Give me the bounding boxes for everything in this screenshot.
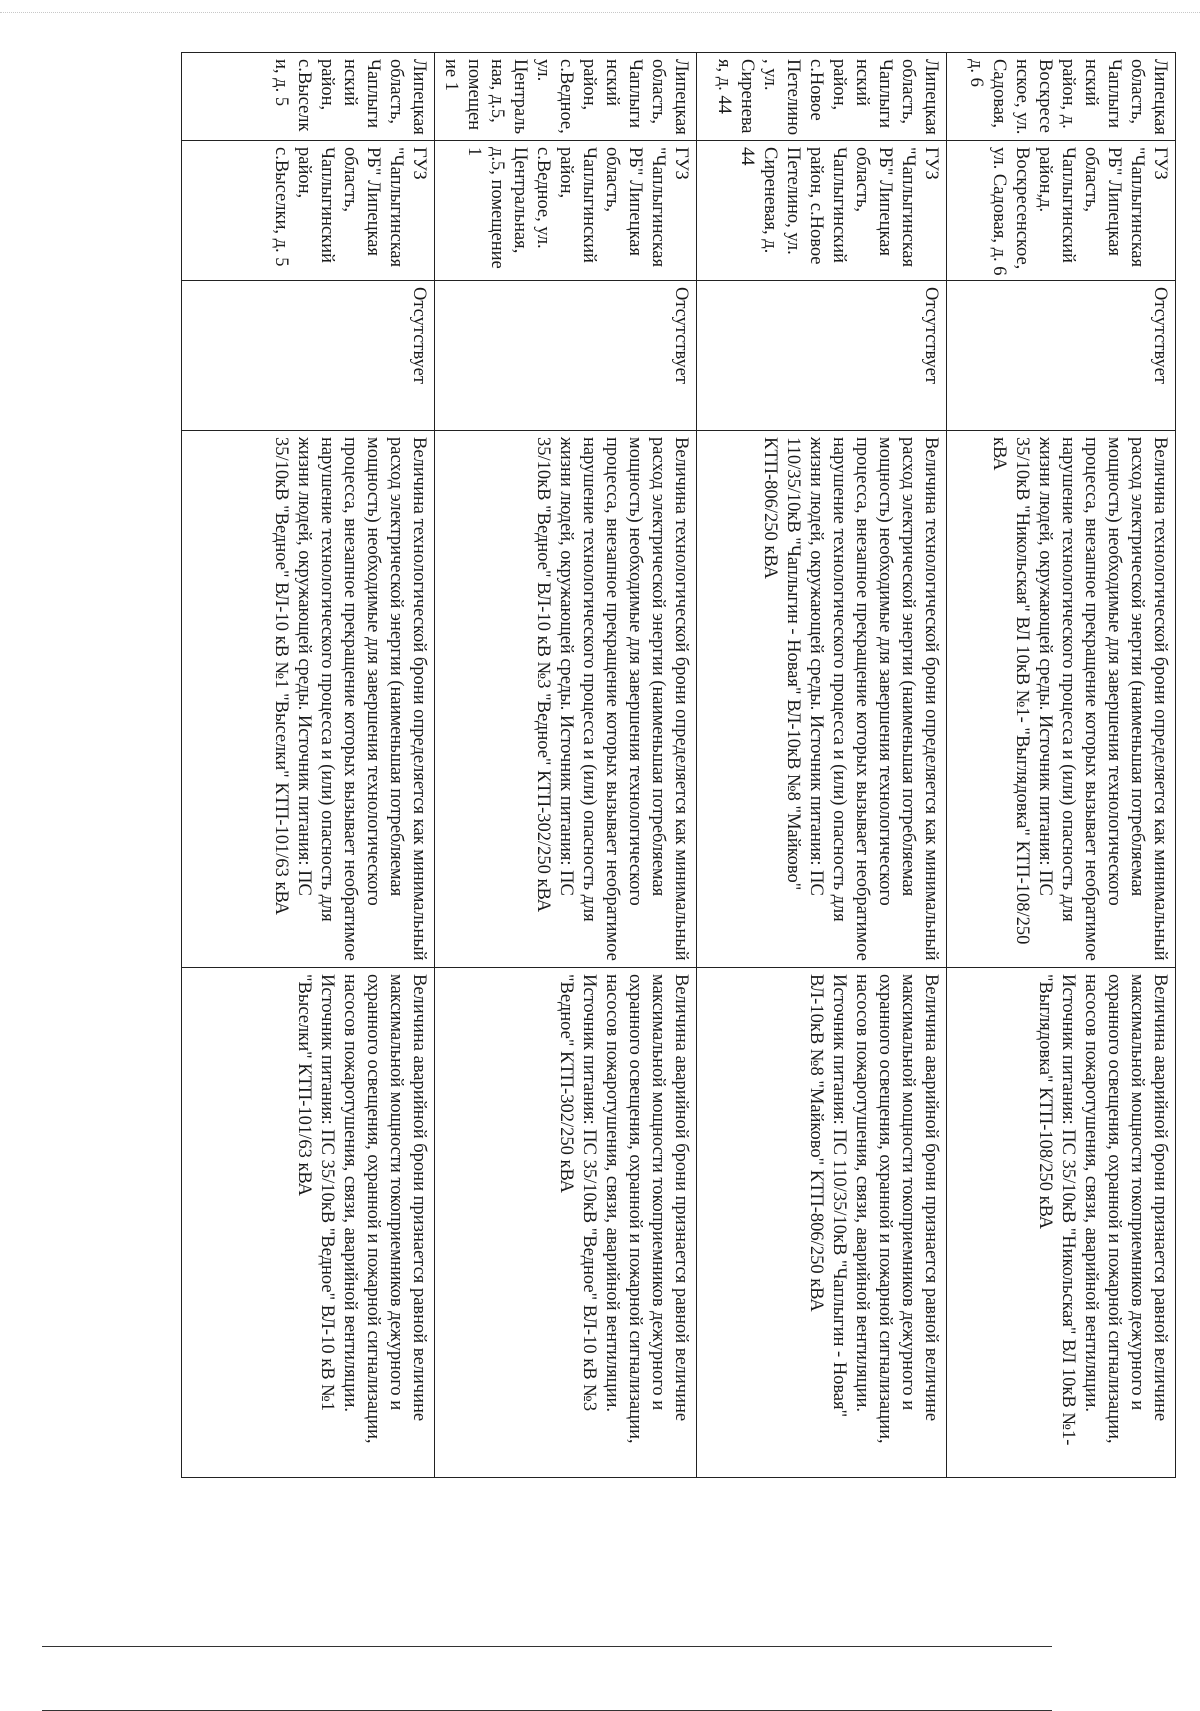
table-row xyxy=(697,53,947,1478)
rotated-table-container xyxy=(196,52,1176,1477)
cell-organization: ГУЗ "Чаплыгинская РБ" Липецкая область, Чаплыгинский район, с.Новое Петелино, ул. Сиреневая, д. 44 xyxy=(697,141,947,281)
cell-address: Липецкая область, Чаплыгинский район, с.Новое Петелино, ул. Сиреневая, д. 44 xyxy=(697,53,947,141)
cell-organization: ГУЗ "Чаплыгинская РБ" Липецкая область, Чаплыгинский район, с.Ведное, ул. Центральная, д.5, помещение 1 xyxy=(435,141,697,281)
cell-status: Отсутствует xyxy=(697,281,947,431)
cell-status: Отсутствует xyxy=(435,281,697,431)
footer-rule xyxy=(42,1646,1052,1647)
cell-organization: ГУЗ "Чаплыгинская РБ" Липецкая область, Чаплыгинский район, с.Выселки, д. 5 xyxy=(182,141,435,281)
table-row xyxy=(182,53,435,1478)
cell-emergency-reserve: Величина аварийной брони признается равной величине максимальной мощности токоприемников дежурного и охранного освещения, охранной и пожарной сигнализации, насосов пожаротушения, связи, аварийной вентиляции. Источник питания: ПС 110/35/10кВ "Чаплыгин - Новая" ВЛ-10кВ №8 "Майково" КТП-806/250 кВА xyxy=(697,968,947,1478)
cell-address: Липецкая область, Чаплыгинский район, с.Выселки, д. 5 xyxy=(182,53,435,141)
cell-address: Липецкая область, Чаплыгинский район, с.Ведное, ул. Центральная, д.5, помещение 1 xyxy=(435,53,697,141)
power-reserve-table xyxy=(181,52,1176,1478)
cell-organization: ГУЗ "Чаплыгинская РБ" Липецкая область, Чаплыгинский район,д. Воскресенское, ул. Садовая, д. 6 xyxy=(947,141,1176,281)
scan-edge-dots xyxy=(0,12,1200,13)
cell-status: Отсутствует xyxy=(947,281,1176,431)
cell-tech-reserve: Величина технологической брони определяется как минимальный расход электрической энергии (наименьшая потребляемая мощность) необходимые для завершения технологического процесса, внезапное прекращение которых вызывает необратимое нарушение технологического процесса и (или) опасность для жизни людей, окружающей среды. Источник питания: ПС 35/10кВ "Ведное" ВЛ-10 кВ №1 "Выселки" КТП-101/63 кВА xyxy=(182,431,435,968)
cell-address: Липецкая область, Чаплыгинский район, д. Воскресенское, ул. Садовая, д. 6 xyxy=(947,53,1176,141)
table-row xyxy=(435,53,697,1478)
cell-tech-reserve: Величина технологической брони определяется как минимальный расход электрической энергии (наименьшая потребляемая мощность) необходимые для завершения технологического процесса, внезапное прекращение которых вызывает необратимое нарушение технологического процесса и (или) опасность для жизни людей, окружающей среды. Источник питания: ПС 110/35/10кВ "Чаплыгин - Новая" ВЛ-10кВ №8 "Майково" КТП-806/250 кВА xyxy=(697,431,947,968)
table-row xyxy=(947,53,1176,1478)
cell-emergency-reserve: Величина аварийной брони признается равной величине максимальной мощности токоприемников дежурного и охранного освещения, охранной и пожарной сигнализации, насосов пожаротушения, связи, аварийной вентиляции. Источник питания: ПС 35/10кВ "Ведное" ВЛ-10 кВ №3 "Ведное" КТП-302/250 кВА xyxy=(435,968,697,1478)
cell-tech-reserve: Величина технологической брони определяется как минимальный расход электрической энергии (наименьшая потребляемая мощность) необходимые для завершения технологического процесса, внезапное прекращение которых вызывает необратимое нарушение технологического процесса и (или) опасность для жизни людей, окружающей среды. Источник питания: ПС 35/10кВ "Ведное" ВЛ-10 кВ №3 "Ведное" КТП-302/250 кВА xyxy=(435,431,697,968)
cell-status: Отсутствует xyxy=(182,281,435,431)
cell-emergency-reserve: Величина аварийной брони признается равной величине максимальной мощности токоприемников дежурного и охранного освещения, охранной и пожарной сигнализации, насосов пожаротушения, связи, аварийной вентиляции. Источник питания: ПС 35/10кВ "Никольская" ВЛ 10кВ №1- "Выглядовка" КТП-108/250 кВА xyxy=(947,968,1176,1478)
cell-emergency-reserve: Величина аварийной брони признается равной величине максимальной мощности токоприемников дежурного и охранного освещения, охранной и пожарной сигнализации, насосов пожаротушения, связи, аварийной вентиляции. Источник питания: ПС 35/10кВ "Ведное" ВЛ-10 кВ №1 "Выселки" КТП-101/63 кВА xyxy=(182,968,435,1478)
cell-tech-reserve: Величина технологической брони определяется как минимальный расход электрической энергии (наименьшая потребляемая мощность) необходимые для завершения технологического процесса, внезапное прекращение которых вызывает необратимое нарушение технологического процесса и (или) опасность для жизни людей, окружающей среды. Источник питания: ПС 35/10кВ "Никольская" ВЛ 10кВ №1- "Выглядовка" КТП-108/250 кВА xyxy=(947,431,1176,968)
